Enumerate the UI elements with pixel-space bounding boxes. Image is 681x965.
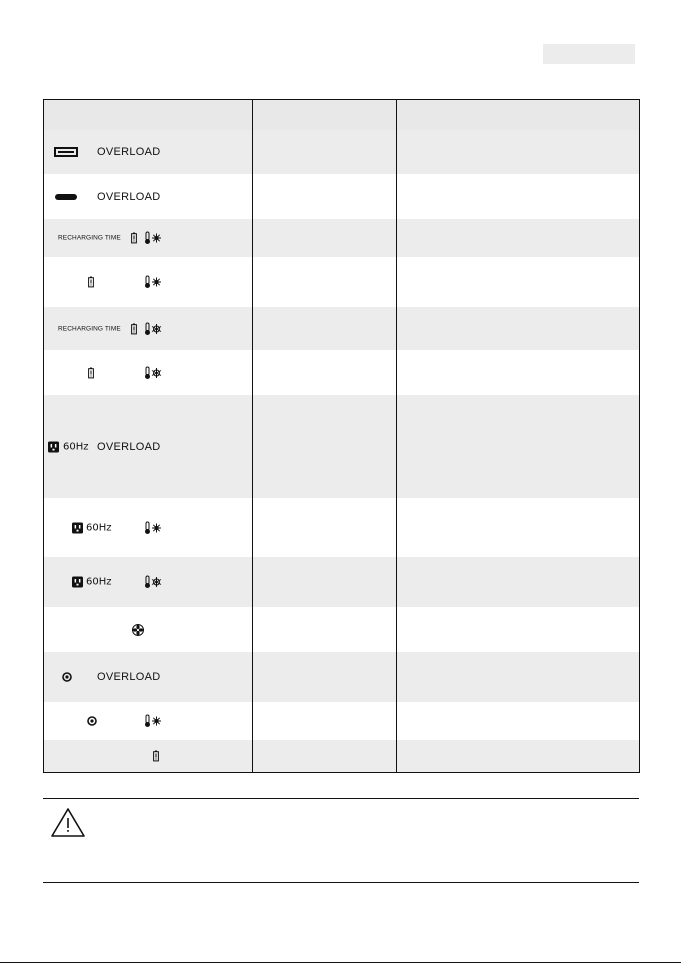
warning-bottom-rule bbox=[43, 882, 639, 883]
table-row bbox=[44, 652, 640, 702]
high-temperature-icon bbox=[144, 232, 162, 245]
high-temperature-icon bbox=[144, 715, 162, 728]
cause-cell bbox=[253, 219, 397, 257]
solution-cell bbox=[397, 557, 640, 607]
cause-cell bbox=[253, 257, 397, 307]
table-row bbox=[44, 257, 640, 307]
table-header-row bbox=[44, 100, 640, 131]
low-temperature-icon bbox=[144, 366, 162, 379]
display-cell bbox=[44, 557, 253, 607]
cause-cell bbox=[253, 174, 397, 219]
battery-warning-icon bbox=[88, 367, 94, 378]
display-cell bbox=[44, 257, 253, 307]
battery-warning-icon bbox=[131, 323, 137, 334]
overload-label: OVERLOAD bbox=[97, 190, 161, 203]
table-row bbox=[44, 130, 640, 174]
solution-cell bbox=[397, 607, 640, 652]
table-row bbox=[44, 219, 640, 257]
display-cell bbox=[44, 652, 253, 702]
header-tag bbox=[543, 44, 635, 64]
overload-label: OVERLOAD bbox=[97, 671, 161, 683]
display-cell bbox=[44, 607, 253, 652]
fan-icon bbox=[132, 624, 144, 636]
page-bottom-rule bbox=[0, 962, 681, 963]
solution-cell bbox=[397, 740, 640, 773]
display-cell bbox=[44, 219, 253, 257]
battery-warning-icon bbox=[153, 751, 159, 762]
battery-warning-icon bbox=[131, 233, 137, 244]
ac-outlet-icon bbox=[72, 522, 83, 533]
column-header-solution bbox=[397, 100, 640, 131]
display-cell bbox=[44, 174, 253, 219]
display-cell bbox=[44, 740, 253, 773]
solution-cell bbox=[397, 498, 640, 557]
usb-c-port-icon bbox=[54, 193, 78, 201]
overload-label: OVERLOAD bbox=[97, 440, 161, 453]
overload-label: OVERLOAD bbox=[97, 146, 161, 158]
solution-cell bbox=[397, 257, 640, 307]
display-cell bbox=[44, 395, 253, 498]
cause-cell bbox=[253, 395, 397, 498]
cause-cell bbox=[253, 557, 397, 607]
table-row bbox=[44, 498, 640, 557]
ac-outlet-icon bbox=[48, 441, 59, 452]
table-row bbox=[44, 174, 640, 219]
table-row bbox=[44, 557, 640, 607]
cause-cell bbox=[253, 307, 397, 350]
cause-cell bbox=[253, 740, 397, 773]
usb-a-port-icon bbox=[54, 147, 78, 157]
table-row bbox=[44, 740, 640, 773]
frequency-label: 60Hz bbox=[86, 576, 112, 588]
table-row bbox=[44, 307, 640, 350]
solution-cell bbox=[397, 652, 640, 702]
display-cell bbox=[44, 307, 253, 350]
warning-top-rule bbox=[43, 798, 639, 799]
low-temperature-icon bbox=[144, 322, 162, 335]
cause-cell bbox=[253, 350, 397, 395]
frequency-label: 60Hz bbox=[86, 522, 112, 533]
solution-cell bbox=[397, 219, 640, 257]
column-header-display bbox=[44, 100, 253, 131]
solution-cell bbox=[397, 174, 640, 219]
table-row bbox=[44, 607, 640, 652]
battery-warning-icon bbox=[88, 277, 94, 288]
display-cell bbox=[44, 350, 253, 395]
high-temperature-icon bbox=[144, 521, 162, 534]
ac-outlet-icon bbox=[72, 577, 83, 588]
error-code-table bbox=[43, 99, 640, 773]
dc-port-icon bbox=[87, 716, 97, 726]
cause-cell bbox=[253, 498, 397, 557]
solution-cell bbox=[397, 350, 640, 395]
solution-cell bbox=[397, 395, 640, 498]
cause-cell bbox=[253, 130, 397, 174]
display-cell bbox=[44, 702, 253, 740]
display-cell bbox=[44, 130, 253, 174]
cause-cell bbox=[253, 702, 397, 740]
cause-cell bbox=[253, 607, 397, 652]
table-row bbox=[44, 702, 640, 740]
warning-icon bbox=[50, 807, 86, 838]
recharging-time-label: RECHARGING TIME bbox=[58, 325, 121, 332]
frequency-label: 60Hz bbox=[63, 441, 89, 452]
solution-cell bbox=[397, 130, 640, 174]
solution-cell bbox=[397, 307, 640, 350]
column-header-cause bbox=[253, 100, 397, 131]
recharging-time-label: RECHARGING TIME bbox=[58, 234, 121, 242]
display-cell bbox=[44, 498, 253, 557]
cause-cell bbox=[253, 652, 397, 702]
low-temperature-icon bbox=[144, 576, 162, 589]
high-temperature-icon bbox=[144, 276, 162, 289]
table-row bbox=[44, 350, 640, 395]
solution-cell bbox=[397, 702, 640, 740]
table-row bbox=[44, 395, 640, 498]
dc-port-icon bbox=[62, 672, 72, 682]
